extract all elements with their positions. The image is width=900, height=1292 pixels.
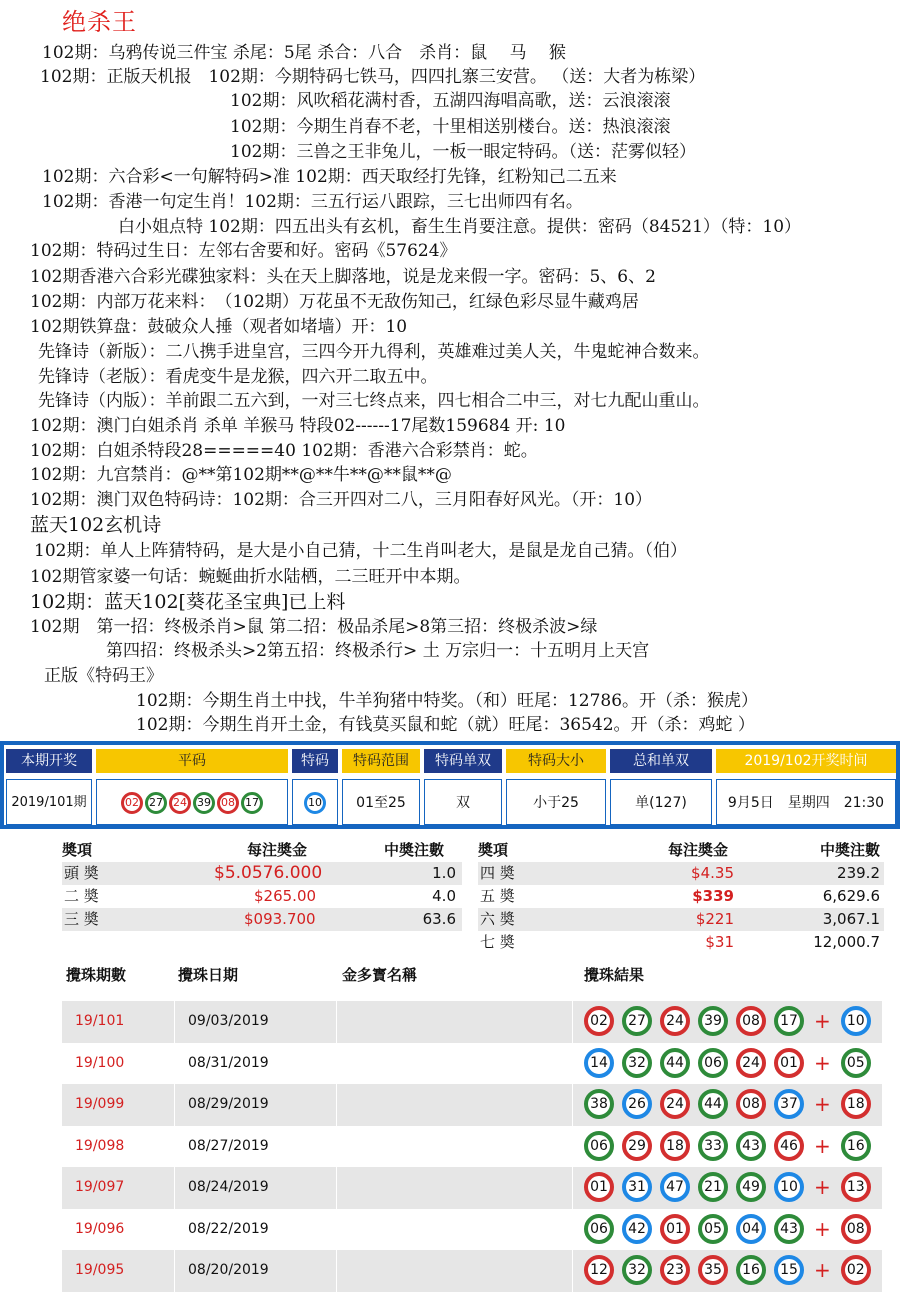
- text-line: 102期：香港一句定生肖！102期：三五行运八跟踪，三七出师四有名。: [42, 192, 583, 212]
- result-ball: 43: [736, 1131, 766, 1161]
- text-line: 先锋诗（内版）：羊前跟二五六到，一对三七终点来，四七相合二中三，对七九配山重山。: [38, 391, 710, 411]
- header-amount: 每注奬金: [668, 841, 729, 859]
- row-date: 08/22/2019: [188, 1220, 269, 1237]
- table-row: [62, 1084, 882, 1126]
- column-divider: [572, 1167, 573, 1209]
- prize-row: [62, 885, 462, 908]
- draw-period: 2019/101期: [6, 779, 92, 825]
- result-ball: 38: [584, 1089, 614, 1119]
- ball: 24: [169, 792, 191, 814]
- result-ball: 02: [584, 1006, 614, 1036]
- prize-table-left: [62, 838, 462, 931]
- result-ball: 16: [736, 1255, 766, 1285]
- table-row: [62, 1126, 882, 1168]
- plus-icon: +: [814, 1092, 831, 1116]
- ball: 17: [241, 792, 263, 814]
- prize-amount: $31: [705, 933, 734, 951]
- text-line: 102期：内部万花来料： （102期）万花虽不无敌伤知己，红绿色彩尽显牛藏鸡居: [30, 292, 639, 312]
- prize-table-right: [478, 838, 884, 954]
- row-period: 19/095: [75, 1262, 125, 1278]
- text-line: 102期：澳门白姐杀肖 杀单 羊猴马 特段02------17尾数159684 开: 10: [30, 416, 566, 436]
- special-range: 01至25: [342, 779, 420, 825]
- prize-count: 12,000.7: [813, 933, 880, 951]
- row-period: 19/097: [75, 1179, 125, 1195]
- column-divider: [336, 1250, 337, 1292]
- result-ball: 18: [660, 1131, 690, 1161]
- result-ball: 31: [622, 1172, 652, 1202]
- text-line: 102期：蓝天102[葵花圣宝典]已上料: [30, 591, 346, 613]
- special-result-ball: 10: [841, 1006, 871, 1036]
- header-draw-date: 攪珠日期: [178, 966, 239, 984]
- sum-odd-even: 单(127): [610, 779, 712, 825]
- header-special-range: 特码范围: [342, 749, 420, 773]
- header-count: 中奬注數: [819, 841, 880, 859]
- result-ball: 42: [622, 1214, 652, 1244]
- column-divider: [174, 1084, 175, 1126]
- table-row: [62, 1209, 882, 1251]
- plus-icon: +: [814, 1216, 831, 1241]
- result-ball: 01: [584, 1172, 614, 1202]
- table-row: [62, 1250, 882, 1292]
- row-period: 19/100: [75, 1054, 125, 1071]
- prize-row: [62, 862, 462, 885]
- text-line: 先锋诗（新版）：二八携手进皇宫，三四今开九得利，英雄难过美人关，牛鬼蛇神合数来。: [38, 342, 710, 362]
- header-draw-result: 攪珠結果: [584, 966, 645, 984]
- result-ball: 06: [584, 1131, 614, 1161]
- prize-name: 七 奬: [480, 933, 515, 951]
- plus-icon: +: [814, 1175, 831, 1199]
- ball: 27: [145, 792, 167, 814]
- plus-icon: +: [814, 1050, 831, 1075]
- result-ball: 06: [584, 1214, 614, 1244]
- result-ball: 17: [774, 1006, 804, 1036]
- table-row: [62, 1167, 882, 1209]
- header-next-draw-time: 2019/102开奖时间: [716, 749, 896, 773]
- column-divider: [572, 1043, 573, 1085]
- text-line: 102期 第一招：终极杀肖>鼠 第二招：极品杀尾>8第三招：终极杀波>绿: [30, 617, 598, 637]
- plus-icon: +: [814, 1009, 831, 1033]
- header-jackpot-name: 金多寳名稱: [342, 966, 418, 984]
- result-ball: 10: [774, 1172, 804, 1202]
- prize-name: 六 奬: [480, 910, 515, 928]
- row-balls: [584, 1172, 879, 1202]
- prize-amount: $265.00: [254, 887, 317, 905]
- normal-balls: [96, 779, 288, 825]
- row-balls: [584, 1131, 879, 1161]
- result-ball: 06: [698, 1048, 728, 1078]
- text-line: 第四招：终极杀头>2第五招：终极杀行> 土 万宗归一：十五明月上天宫: [106, 641, 650, 661]
- row-balls: [584, 1214, 879, 1244]
- result-ball: 35: [698, 1255, 728, 1285]
- row-date: 08/24/2019: [188, 1179, 269, 1195]
- result-ball: 05: [698, 1214, 728, 1244]
- row-period: 19/098: [75, 1137, 125, 1154]
- text-line: 102期：单人上阵猜特码，是大是小自己猜，十二生肖叫老大，是鼠是龙自己猜。（伯）: [34, 541, 687, 561]
- row-balls: [584, 1255, 879, 1285]
- text-line: 102期：乌鸦传说三件宝 杀尾：5尾 杀合：八合 杀肖：鼠 马 猴: [42, 43, 566, 63]
- prize-row: [478, 862, 884, 885]
- prize-count: 6,629.6: [822, 887, 880, 905]
- header-draw-period: 攪珠期數: [66, 966, 127, 984]
- ball: 02: [121, 792, 143, 814]
- prize-name: 五 奬: [480, 887, 515, 905]
- text-line: 102期：六合彩<一句解特码>准 102期：西天取经打先锋，红粉知己二五来: [42, 167, 617, 187]
- row-balls: [584, 1089, 879, 1119]
- column-divider: [572, 1209, 573, 1251]
- row-date: 08/27/2019: [188, 1137, 269, 1154]
- draw-result-table: [0, 741, 900, 829]
- column-divider: [174, 1043, 175, 1085]
- text-line: 102期：今期生肖土中找，牛羊狗猪中特奖。（和）旺尾：12786。开（杀：猴虎）: [136, 691, 759, 711]
- result-ball: 08: [736, 1089, 766, 1119]
- prize-count: 4.0: [432, 887, 456, 905]
- prize-row: [478, 908, 884, 931]
- prize-count: 63.6: [422, 910, 456, 928]
- prize-amount: $221: [695, 910, 734, 928]
- special-size: 小于25: [506, 779, 606, 825]
- table-row: [62, 1043, 882, 1085]
- text-line: 正版《特码王》: [44, 666, 163, 686]
- ball: 39: [193, 792, 215, 814]
- prize-name: 三 奬: [64, 910, 99, 928]
- header-current-draw: 本期开奖: [6, 749, 92, 773]
- result-ball: 39: [698, 1006, 728, 1036]
- prize-row: [62, 908, 462, 931]
- row-period: 19/096: [75, 1220, 125, 1237]
- row-balls: [584, 1006, 879, 1036]
- prize-row: [478, 931, 884, 954]
- result-ball: 33: [698, 1131, 728, 1161]
- prize-count: 3,067.1: [822, 910, 880, 928]
- row-date: 08/29/2019: [188, 1096, 269, 1112]
- text-line: 102期香港六合彩光碟独家料：头在天上脚落地，说是龙来假一字。密码：5、6、2: [30, 267, 656, 287]
- text-line: 102期：九宫禁肖：@**第102期**@**牛**@**鼠**@: [30, 465, 452, 485]
- text-line: 102期：三兽之王非兔儿，一板一眼定特码。（送：茫雾似轻）: [230, 142, 696, 162]
- result-ball: 44: [698, 1089, 728, 1119]
- text-line: 102期：风吹稻花满村香，五湖四海唱高歌，送：云浪滚滚: [230, 91, 671, 111]
- column-divider: [174, 1126, 175, 1168]
- header-special-odd-even: 特码单双: [424, 749, 502, 773]
- column-divider: [174, 1250, 175, 1292]
- column-divider: [572, 1126, 573, 1168]
- result-ball: 01: [660, 1214, 690, 1244]
- special-result-ball: 05: [841, 1048, 871, 1078]
- header-normal-numbers: 平码: [96, 749, 288, 773]
- text-line: 102期：正版天机报 102期：今期特码七铁马，四四扎寨三安营。 （送：大者为栋梁）: [40, 67, 706, 87]
- result-ball: 23: [660, 1255, 690, 1285]
- page-title: 绝杀王: [62, 8, 137, 36]
- result-ball: 47: [660, 1172, 690, 1202]
- prize-name: 頭 奬: [64, 864, 99, 882]
- text-line: 102期：特码过生日：左邻右舍要和好。密码《57624》: [30, 241, 457, 261]
- result-ball: 49: [736, 1172, 766, 1202]
- text-line: 102期：白姐杀特段28=====40 102期：香港六合彩禁肖：蛇。: [30, 441, 538, 461]
- result-ball: 27: [622, 1006, 652, 1036]
- row-period: 19/101: [75, 1013, 125, 1029]
- row-period: 19/099: [75, 1096, 125, 1112]
- header-special-number: 特码: [292, 749, 338, 773]
- prize-amount: $5.0576.000: [214, 863, 323, 883]
- column-divider: [336, 1043, 337, 1085]
- prize-row: [478, 885, 884, 908]
- result-ball: 14: [584, 1048, 614, 1078]
- prize-amount: $339: [692, 887, 734, 905]
- prize-count: 1.0: [432, 864, 456, 882]
- result-ball: 43: [774, 1214, 804, 1244]
- result-ball: 24: [660, 1089, 690, 1119]
- result-ball: 46: [774, 1131, 804, 1161]
- header-sum-odd-even: 总和单双: [610, 749, 712, 773]
- row-date: 08/20/2019: [188, 1262, 269, 1278]
- text-line: 102期：澳门双色特码诗：102期：合三开四对二八，三月阳春好风光。（开：10）: [30, 490, 653, 510]
- plus-icon: +: [814, 1133, 831, 1158]
- column-divider: [174, 1001, 175, 1043]
- column-divider: [336, 1126, 337, 1168]
- header-item: 奬項: [62, 841, 93, 859]
- row-balls: [584, 1048, 879, 1078]
- prize-count: 239.2: [837, 864, 880, 882]
- special-result-ball: 02: [841, 1255, 871, 1285]
- special-result-ball: 13: [841, 1172, 871, 1202]
- prize-amount: $4.35: [691, 864, 734, 882]
- result-ball: 32: [622, 1048, 652, 1078]
- section-heading: 蓝天102玄机诗: [30, 514, 162, 536]
- result-ball: 12: [584, 1255, 614, 1285]
- result-ball: 08: [736, 1006, 766, 1036]
- result-ball: 01: [774, 1048, 804, 1078]
- prize-name: 二 奬: [64, 887, 99, 905]
- text-line: 102期铁算盘：鼓破众人捶（观者如堵墙）开：10: [30, 317, 408, 337]
- header-special-size: 特码大小: [506, 749, 606, 773]
- text-line: 102期：今期生肖春不老，十里相送别楼台。送：热浪滚滚: [230, 117, 671, 137]
- result-ball: 24: [660, 1006, 690, 1036]
- text-line: 白小姐点特 102期：四五出头有玄机，畜生生肖要注意。提供：密码（84521）（特：10）: [118, 217, 802, 237]
- header-amount: 每注奬金: [247, 841, 308, 859]
- special-result-ball: 16: [841, 1131, 871, 1161]
- result-ball: 04: [736, 1214, 766, 1244]
- column-divider: [336, 1001, 337, 1043]
- ball: 08: [217, 792, 239, 814]
- special-ball-cell: [292, 779, 338, 825]
- text-line: 102期管家婆一句话：蜿蜒曲折水陆栖，二三旺开中本期。: [30, 567, 471, 587]
- column-divider: [572, 1001, 573, 1043]
- column-divider: [336, 1209, 337, 1251]
- text-line: 先锋诗（老版）：看虎变牛是龙猴，四六开二取五中。: [38, 367, 438, 387]
- special-result-ball: 18: [841, 1089, 871, 1119]
- header-item: 奬項: [478, 841, 509, 859]
- text-line: 102期：今期生肖开土金，有钱莫买鼠和蛇（就）旺尾：36542。开（杀：鸡蛇 ）: [136, 715, 755, 735]
- special-result-ball: 08: [841, 1214, 871, 1244]
- result-ball: 21: [698, 1172, 728, 1202]
- column-divider: [336, 1084, 337, 1126]
- result-ball: 29: [622, 1131, 652, 1161]
- result-ball: 15: [774, 1255, 804, 1285]
- column-divider: [174, 1167, 175, 1209]
- result-ball: 37: [774, 1089, 804, 1119]
- special-ball: 10: [304, 792, 326, 814]
- special-odd-even: 双: [424, 779, 502, 825]
- prize-name: 四 奬: [480, 864, 515, 882]
- column-divider: [336, 1167, 337, 1209]
- row-date: 09/03/2019: [188, 1013, 269, 1029]
- column-divider: [572, 1084, 573, 1126]
- column-divider: [572, 1250, 573, 1292]
- table-row: [62, 1001, 882, 1043]
- header-count: 中奬注數: [384, 841, 445, 859]
- result-ball: 32: [622, 1255, 652, 1285]
- column-divider: [174, 1209, 175, 1251]
- result-ball: 44: [660, 1048, 690, 1078]
- result-ball: 26: [622, 1089, 652, 1119]
- prize-amount: $093.700: [244, 910, 316, 928]
- plus-icon: +: [814, 1258, 831, 1282]
- result-ball: 24: [736, 1048, 766, 1078]
- next-draw-time: 9月5日 星期四 21:30: [716, 779, 896, 825]
- row-date: 08/31/2019: [188, 1054, 269, 1071]
